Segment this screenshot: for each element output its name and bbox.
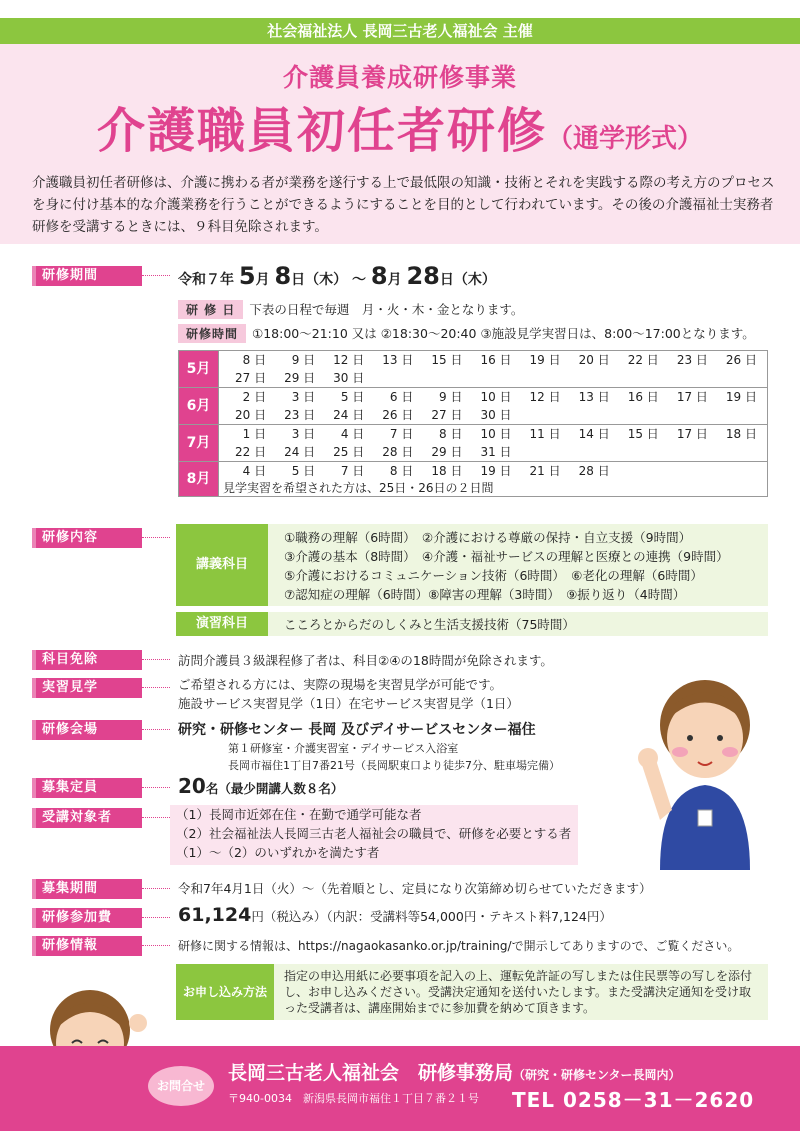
schedule-day: 27 日 — [431, 408, 463, 422]
contact-badge: お問合せ — [148, 1066, 214, 1106]
period-era: 令和７年 — [178, 272, 234, 288]
schedule-day: 26 日 — [382, 408, 414, 422]
eligibility-item: （1）長岡市近郊在住・在勤で通学可能な者 — [176, 807, 422, 822]
schedule-day: 14 日 — [578, 427, 610, 441]
schedule-day: 24 日 — [284, 445, 316, 459]
footer-tel[interactable]: TEL 0258－31－2620 — [512, 1088, 755, 1112]
schedule-day: 21 日 — [529, 464, 561, 478]
schedule-day: 30 日 — [480, 408, 512, 422]
capacity-label: 募集定員 — [32, 778, 142, 798]
practice-box — [176, 612, 768, 636]
training-day-row — [178, 300, 523, 319]
eligibility-item: （2）社会福祉法人長岡三古老人福祉会の職員で、研修を必要とする者 — [176, 826, 572, 841]
schedule-day: 1 日 — [242, 427, 267, 441]
period-dates — [178, 262, 496, 290]
schedule-day: 29 日 — [284, 371, 316, 385]
fee-unit: 円（税込み）（内訳：受講料等54,000円・テキスト料7,124円） — [251, 909, 612, 924]
organizer-bar — [0, 18, 800, 44]
fee-value — [178, 904, 612, 926]
period-start-day: 8 — [274, 262, 292, 290]
fist — [129, 1014, 147, 1032]
schedule-day: 4 日 — [340, 427, 365, 441]
schedule-day: 19 日 — [725, 390, 757, 404]
schedule-day: 20 日 — [234, 408, 267, 422]
schedule-day: 4 日 — [242, 464, 267, 478]
schedule-day: 5 日 — [340, 390, 365, 404]
schedule-day: 16 日 — [480, 353, 512, 367]
fee-amount: 61,124 — [178, 904, 252, 926]
schedule-month: 8月 — [179, 462, 219, 497]
period-start-month: 5 — [238, 262, 256, 290]
schedule-day: 23 日 — [284, 408, 316, 422]
recruitment-label: 募集期間 — [32, 879, 142, 899]
info-text: 研修に関する情報は、https://nagaokasanko.or.jp/training/で開示してありますので、ご覧ください。 — [178, 939, 740, 953]
practice-label: 演習科目 — [176, 612, 268, 636]
intro-text: 介護職員初任者研修は、介護に携わる者が業務を遂行する上で最低限の知識・技術とそれを実践する際の考え方のプロセスを身に付け基本的な介護業務を行うことができるようにすることを目的として行われています。その後の介護福祉士実務者研修を受講するときには、９科目免除されます。 — [32, 175, 775, 235]
footer-org-name: 長岡三古老人福祉会 研修事務局 — [228, 1062, 514, 1084]
venue-name: 研究・研修センター 長岡 及びデイサービスセンター福住 — [178, 722, 536, 738]
period-tilde: ～ — [352, 272, 367, 288]
schedule-day: 8 日 — [389, 464, 414, 478]
eligibility-label: 受講対象者 — [32, 808, 142, 828]
fee-label: 研修参加費 — [32, 908, 142, 928]
schedule-day: 10 日 — [480, 427, 512, 441]
observation-label: 実習見学 — [32, 678, 142, 698]
staff-illustration-right — [630, 670, 780, 880]
schedule-day: 28 日 — [382, 445, 414, 459]
fist — [638, 748, 658, 768]
schedule-day: 15 日 — [627, 427, 659, 441]
eligibility-box — [170, 805, 578, 865]
schedule-row — [179, 462, 768, 497]
title-paren: （通学形式） — [547, 124, 704, 154]
info-label: 研修情報 — [32, 936, 142, 956]
schedule-day: 11 日 — [529, 427, 561, 441]
training-time-row — [178, 324, 755, 343]
eye — [717, 735, 723, 741]
period-end-day: 28 — [406, 262, 440, 290]
raised-arm — [642, 760, 672, 820]
footer-org-sub: （研究・研修センター長岡内） — [513, 1068, 681, 1082]
apply-label: お申し込み方法 — [176, 964, 274, 1020]
schedule-day: 12 日 — [529, 390, 561, 404]
training-time-text: ①18:00～21:10 又は ②18:30～20:40 ③施設見学実習日は、8:00～17:00となります。 — [252, 326, 755, 341]
schedule-day: 9 日 — [439, 390, 463, 404]
eye — [687, 735, 693, 741]
cheek — [672, 747, 688, 757]
schedule-day: 7 日 — [389, 427, 414, 441]
lecture-items — [284, 528, 729, 604]
cheek — [722, 747, 738, 757]
subtitle: 介護員養成研修事業 — [282, 63, 517, 92]
lecture-label: 講義科目 — [176, 524, 268, 606]
venue-address: 長岡市福住1丁目7番21号（長岡駅東口より徒歩7分、駐車場完備） — [228, 759, 560, 772]
schedule-days — [219, 462, 768, 497]
capacity-number: 20 — [178, 774, 206, 798]
observation-text — [178, 675, 519, 713]
venue-label: 研修会場 — [32, 720, 142, 740]
venue-rooms: 第１研修室・介護実習室・デイサービス入浴室 — [228, 742, 459, 755]
schedule-month: 6月 — [179, 388, 219, 425]
schedule-month: 5月 — [179, 351, 219, 388]
schedule-day: 13 日 — [578, 390, 610, 404]
lecture-item: ①職務の理解（6時間） ②介護における尊厳の保持・自立支援（9時間） — [284, 530, 692, 545]
schedule-day: 19 日 — [480, 464, 512, 478]
period-end-month-unit: 月 — [387, 272, 402, 288]
practice-item: こころとからだのしくみと生活支援技術（75時間） — [284, 617, 575, 632]
name-badge — [698, 810, 712, 826]
schedule-day: 5 日 — [291, 464, 316, 478]
schedule-row — [179, 388, 768, 425]
schedule-day: 23 日 — [676, 353, 708, 367]
schedule-day: 6 日 — [389, 390, 414, 404]
shirt — [660, 785, 750, 870]
training-day-text: 下表の日程で毎週 月・火・木・金となります。 — [249, 302, 524, 317]
lecture-item: ⑤介護におけるコミュニケーション技術（6時間） ⑥老化の理解（6時間） — [284, 568, 703, 583]
schedule-day: 18 日 — [431, 464, 463, 478]
schedule-day: 7 日 — [340, 464, 365, 478]
period-start-day-unit: 日（木） — [291, 272, 348, 288]
schedule-day: 3 日 — [291, 390, 316, 404]
period-start-month-unit: 月 — [255, 272, 270, 288]
schedule-row — [179, 425, 768, 462]
schedule-day: 2 日 — [242, 390, 267, 404]
schedule-day: 30 日 — [333, 371, 365, 385]
schedule-note: 見学実習を希望された方は、25日・26日の２日間 — [223, 481, 494, 495]
lecture-item: ③介護の基本（8時間） ④介護・福祉サービスの理解と医療との連携（9時間） — [284, 549, 729, 564]
schedule-month: 7月 — [179, 425, 219, 462]
schedule-day: 22 日 — [234, 445, 267, 459]
schedule-day: 8 日 — [242, 353, 267, 367]
schedule-day: 22 日 — [627, 353, 659, 367]
schedule-day: 31 日 — [480, 445, 512, 459]
page-title — [0, 92, 800, 161]
schedule-days — [219, 351, 768, 388]
period-end-day-unit: 日（木） — [439, 272, 496, 288]
capacity-unit: 名（最少開講人数８名） — [205, 781, 344, 796]
schedule-day: 26 日 — [725, 353, 757, 367]
exemption-text: 訪問介護員３級課程修了者は、科目②④の18時間が免除されます。 — [178, 653, 553, 668]
lecture-box — [176, 524, 768, 606]
apply-box — [176, 964, 768, 1020]
footer-address: 〒940-0034 新潟県長岡市福住１丁目７番２１号 — [228, 1092, 479, 1105]
recruitment-text: 令和7年4月1日（火）～（先着順とし、定員になり次第締め切らせていただきます） — [178, 881, 652, 896]
training-day-tag: 研 修 日 — [178, 300, 243, 319]
schedule-table — [178, 350, 768, 497]
training-time-tag: 研修時間 — [178, 324, 246, 343]
schedule-day: 28 日 — [578, 464, 610, 478]
observation-line1: ご希望される方には、実際の現場を実習見学が可能です。 — [178, 677, 503, 692]
schedule-day: 27 日 — [234, 371, 267, 385]
organizer-text: 社会福祉法人 長岡三古老人福祉会 主催 — [267, 22, 533, 40]
content-label: 研修内容 — [32, 528, 142, 548]
schedule-day: 20 日 — [578, 353, 610, 367]
schedule-day: 17 日 — [676, 427, 708, 441]
schedule-days — [219, 388, 768, 425]
schedule-row — [179, 351, 768, 388]
exemption-label: 科目免除 — [32, 650, 142, 670]
schedule-day: 8 日 — [439, 427, 463, 441]
title-main: 介護職員初任者研修 — [96, 103, 547, 159]
schedule-day: 10 日 — [480, 390, 512, 404]
apply-text: 指定の申込用紙に必要事項を記入の上、運転免許証の写しまたは住民票等の写しを添付し、お申し込みください。受講決定通知を送付いたします。また受講決定通知を受け取った受講者は、講座開始までに参加費を納めて頂きます。 — [284, 969, 753, 1015]
lecture-item: ⑦認知症の理解（6時間）⑧障害の理解（3時間） ⑨振り返り（4時間） — [284, 587, 686, 602]
schedule-day: 13 日 — [382, 353, 414, 367]
schedule-day: 12 日 — [333, 353, 365, 367]
schedule-day: 3 日 — [291, 427, 316, 441]
period-end-month: 8 — [370, 262, 388, 290]
schedule-day: 25 日 — [333, 445, 365, 459]
schedule-day: 24 日 — [333, 408, 365, 422]
schedule-day: 9 日 — [291, 353, 316, 367]
period-label: 研修期間 — [32, 266, 142, 286]
schedule-day: 16 日 — [627, 390, 659, 404]
schedule-day: 19 日 — [529, 353, 561, 367]
schedule-day: 15 日 — [431, 353, 463, 367]
observation-line2: 施設サービス実習見学（1日）在宅サービス実習見学（1日） — [178, 696, 519, 711]
capacity-value — [178, 774, 343, 798]
schedule-day: 29 日 — [431, 445, 463, 459]
schedule-day: 18 日 — [725, 427, 757, 441]
schedule-days — [219, 425, 768, 462]
schedule-day: 17 日 — [676, 390, 708, 404]
footer-org — [228, 1058, 681, 1085]
eligibility-item: （1）～（2）のいずれかを満たす者 — [176, 845, 380, 860]
